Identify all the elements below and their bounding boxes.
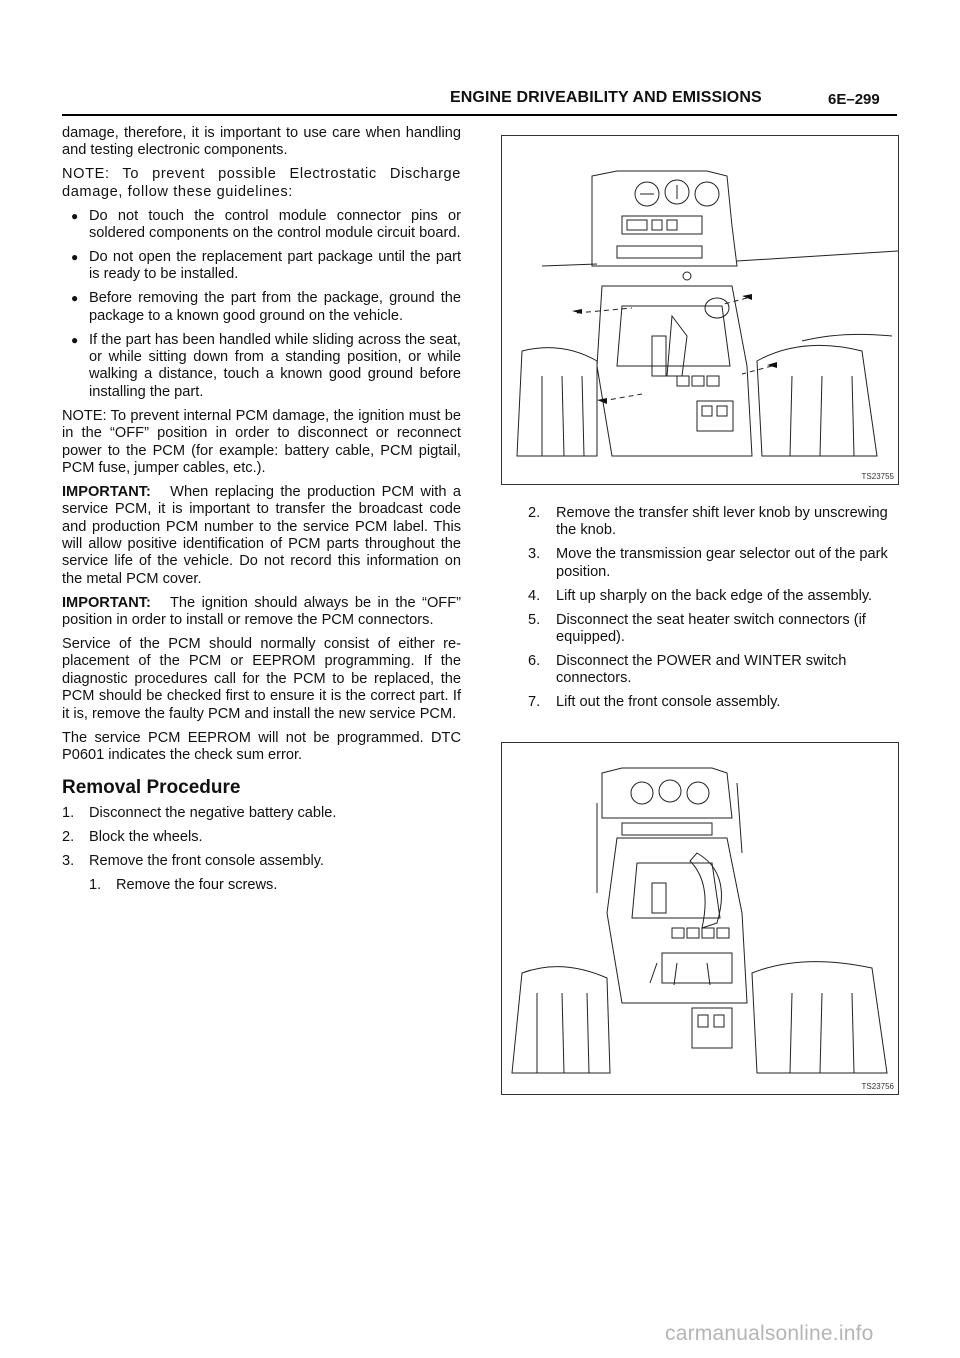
step-number: 1. [89,876,102,893]
bullet-icon: ● [71,332,79,347]
step-text: Disconnect the POWER and WINTER switch connectors. [556,652,847,687]
step-number: 4. [528,587,541,604]
substep-item [89,877,461,894]
bullet-text: Do not touch the control module connector pins or soldered components on the control module circuit board. [89,207,461,242]
bullet-text: If the part has been handled while sliding across the seat, or while sitting down from a standing position, or while walking a distance, touch a known good ground before installing the part. [89,331,461,400]
step-text: Lift up sharply on the back edge of the assembly. [556,587,873,604]
bullet-item [62,208,461,243]
important-label: IMPORTANT: [62,594,151,611]
bullet-text: Do not open the replacement part package until the part is ready to be installed. [89,248,461,283]
step-text: Remove the four screws. [116,876,278,893]
section-heading: Removal Procedure [62,777,241,799]
bullet-item [62,249,461,284]
console-illustration-2 [502,743,898,1094]
step-number: 2. [528,505,541,521]
important-transfer [62,484,461,588]
step-text: Remove the transfer shift lever knob by unscrewing the knob. [556,505,888,539]
console-figure-1 [501,135,899,485]
step-number: 7. [528,694,541,711]
important-label: IMPORTANT: [62,483,151,500]
step-item [528,612,898,647]
left-column [62,125,461,900]
step-item [62,829,461,846]
important-text: The ignition should always be in the “OFF” position in order to install or remove the PCM connectors. [62,594,461,629]
step-number: 5. [528,611,541,628]
note-pcm: NOTE: To prevent internal PCM damage, the ignition must be in the “OFF” position in order to disconnect or reconnect power to the PCM (for example: battery cable, PCM pigtail, PCM fuse, jumper cables, etc.). [62,407,461,476]
note-esd: NOTE: To prevent possible Electrostatic Discharge damage, follow these guidelines: [62,166,461,200]
paragraph: Service of the PCM should normally consist of either re-placement of the PCM or EEPROM programming. If the diagnostic procedures call for the PCM to be replaced, the PCM should be checked first to ensure it is the correct part. If it is, remove the faulty PCM and install the new service PCM. [62,636,461,722]
step-number: 3. [528,546,541,563]
step-item [528,546,898,581]
figure-code: TS23756 [861,1082,894,1091]
step-text: Disconnect the negative battery cable. [89,804,337,821]
page-number: 6E–299 [828,91,880,108]
right-column [528,505,898,718]
step-number: 3. [62,852,75,869]
step-item [62,805,461,822]
bullet-item [62,332,461,402]
bullet-icon: ● [71,291,79,306]
bullet-text: Before removing the part from the package, ground the package to a known good ground on the vehicle. [89,290,461,324]
bullet-item [62,290,461,325]
step-text: Lift out the front console assembly. [556,694,781,711]
bullet-icon: ● [71,249,79,264]
step-text: Disconnect the seat heater switch connectors (if equipped). [556,611,866,645]
step-item [528,694,898,711]
important-ignition [62,595,461,630]
step-item [528,505,898,540]
step-number: 2. [62,828,75,845]
step-item [528,653,898,688]
console-figure-2 [501,742,899,1095]
step-number: 6. [528,652,541,669]
important-text: When replacing the production PCM with a service PCM, it is important to transfer the broadcast code and production PCM number to the service PCM label. This will allow positive identification of PCM parts throughout the service life of the vehicle. Do not record this information on the metal PCM cover. [62,483,461,587]
step-number: 1. [62,804,75,821]
watermark-text: carmanualsonline.info [665,1322,874,1345]
paragraph: damage, therefore, it is important to use care when handling and testing electronic components. [62,125,461,159]
step-text: Block the wheels. [89,828,203,845]
header-divider [62,114,897,116]
page-header-title: ENGINE DRIVEABILITY AND EMISSIONS [450,89,762,106]
console-illustration-1 [502,136,898,484]
paragraph: The service PCM EEPROM will not be programmed. DTC P0601 indicates the check sum error. [62,729,461,763]
step-text: Remove the front console assembly. [89,852,324,869]
step-item [528,588,898,605]
bullet-icon: ● [71,208,79,223]
step-item [62,853,461,870]
figure-code: TS23755 [861,472,894,481]
step-text: Move the transmission gear selector out of the park position. [556,546,888,580]
